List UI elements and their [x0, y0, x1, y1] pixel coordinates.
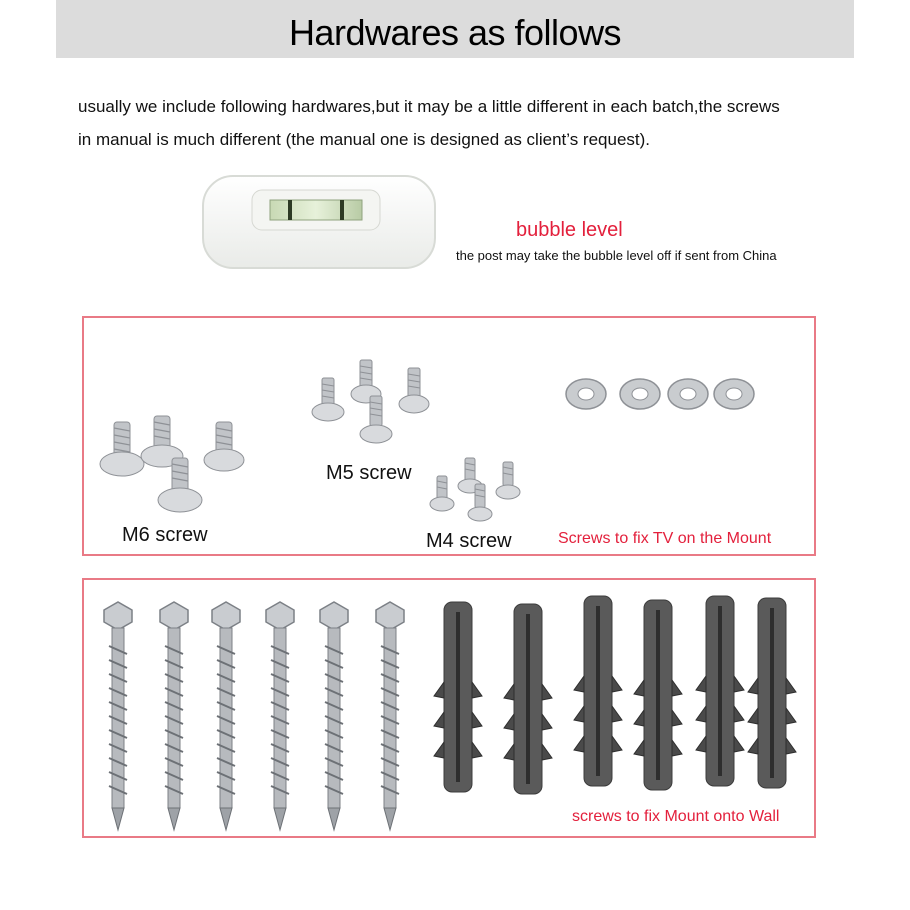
m5-screw-label: M5 screw [326, 462, 412, 484]
intro-line-2: in manual is much different (the manual one is designed as client’s request). [78, 130, 651, 149]
bubble-level-title: bubble level [516, 219, 623, 241]
bubble-level-image [200, 172, 438, 272]
bubble-level-note: the post may take the bubble level off if sent from China [456, 248, 777, 263]
m6-screws-image [92, 414, 242, 524]
washers-image [562, 374, 758, 414]
page-title: Hardwares as follows [288, 12, 622, 53]
m4-screw-label: M4 screw [426, 530, 512, 552]
m6-screw-label: M6 screw [122, 524, 208, 546]
wall-screws-caption: screws to fix Mount onto Wall [572, 808, 780, 825]
m4-screws-image [424, 448, 528, 530]
lag-bolts-image [96, 598, 426, 822]
intro-text [78, 90, 838, 156]
tv-screws-caption: Screws to fix TV on the Mount [558, 530, 772, 547]
intro-line-1: usually we include following hardwares,but it may be a little different in each batch,the screws [78, 97, 780, 116]
header-banner [56, 0, 854, 58]
wall-anchors-image [432, 594, 792, 808]
m5-screws-image [306, 352, 436, 452]
